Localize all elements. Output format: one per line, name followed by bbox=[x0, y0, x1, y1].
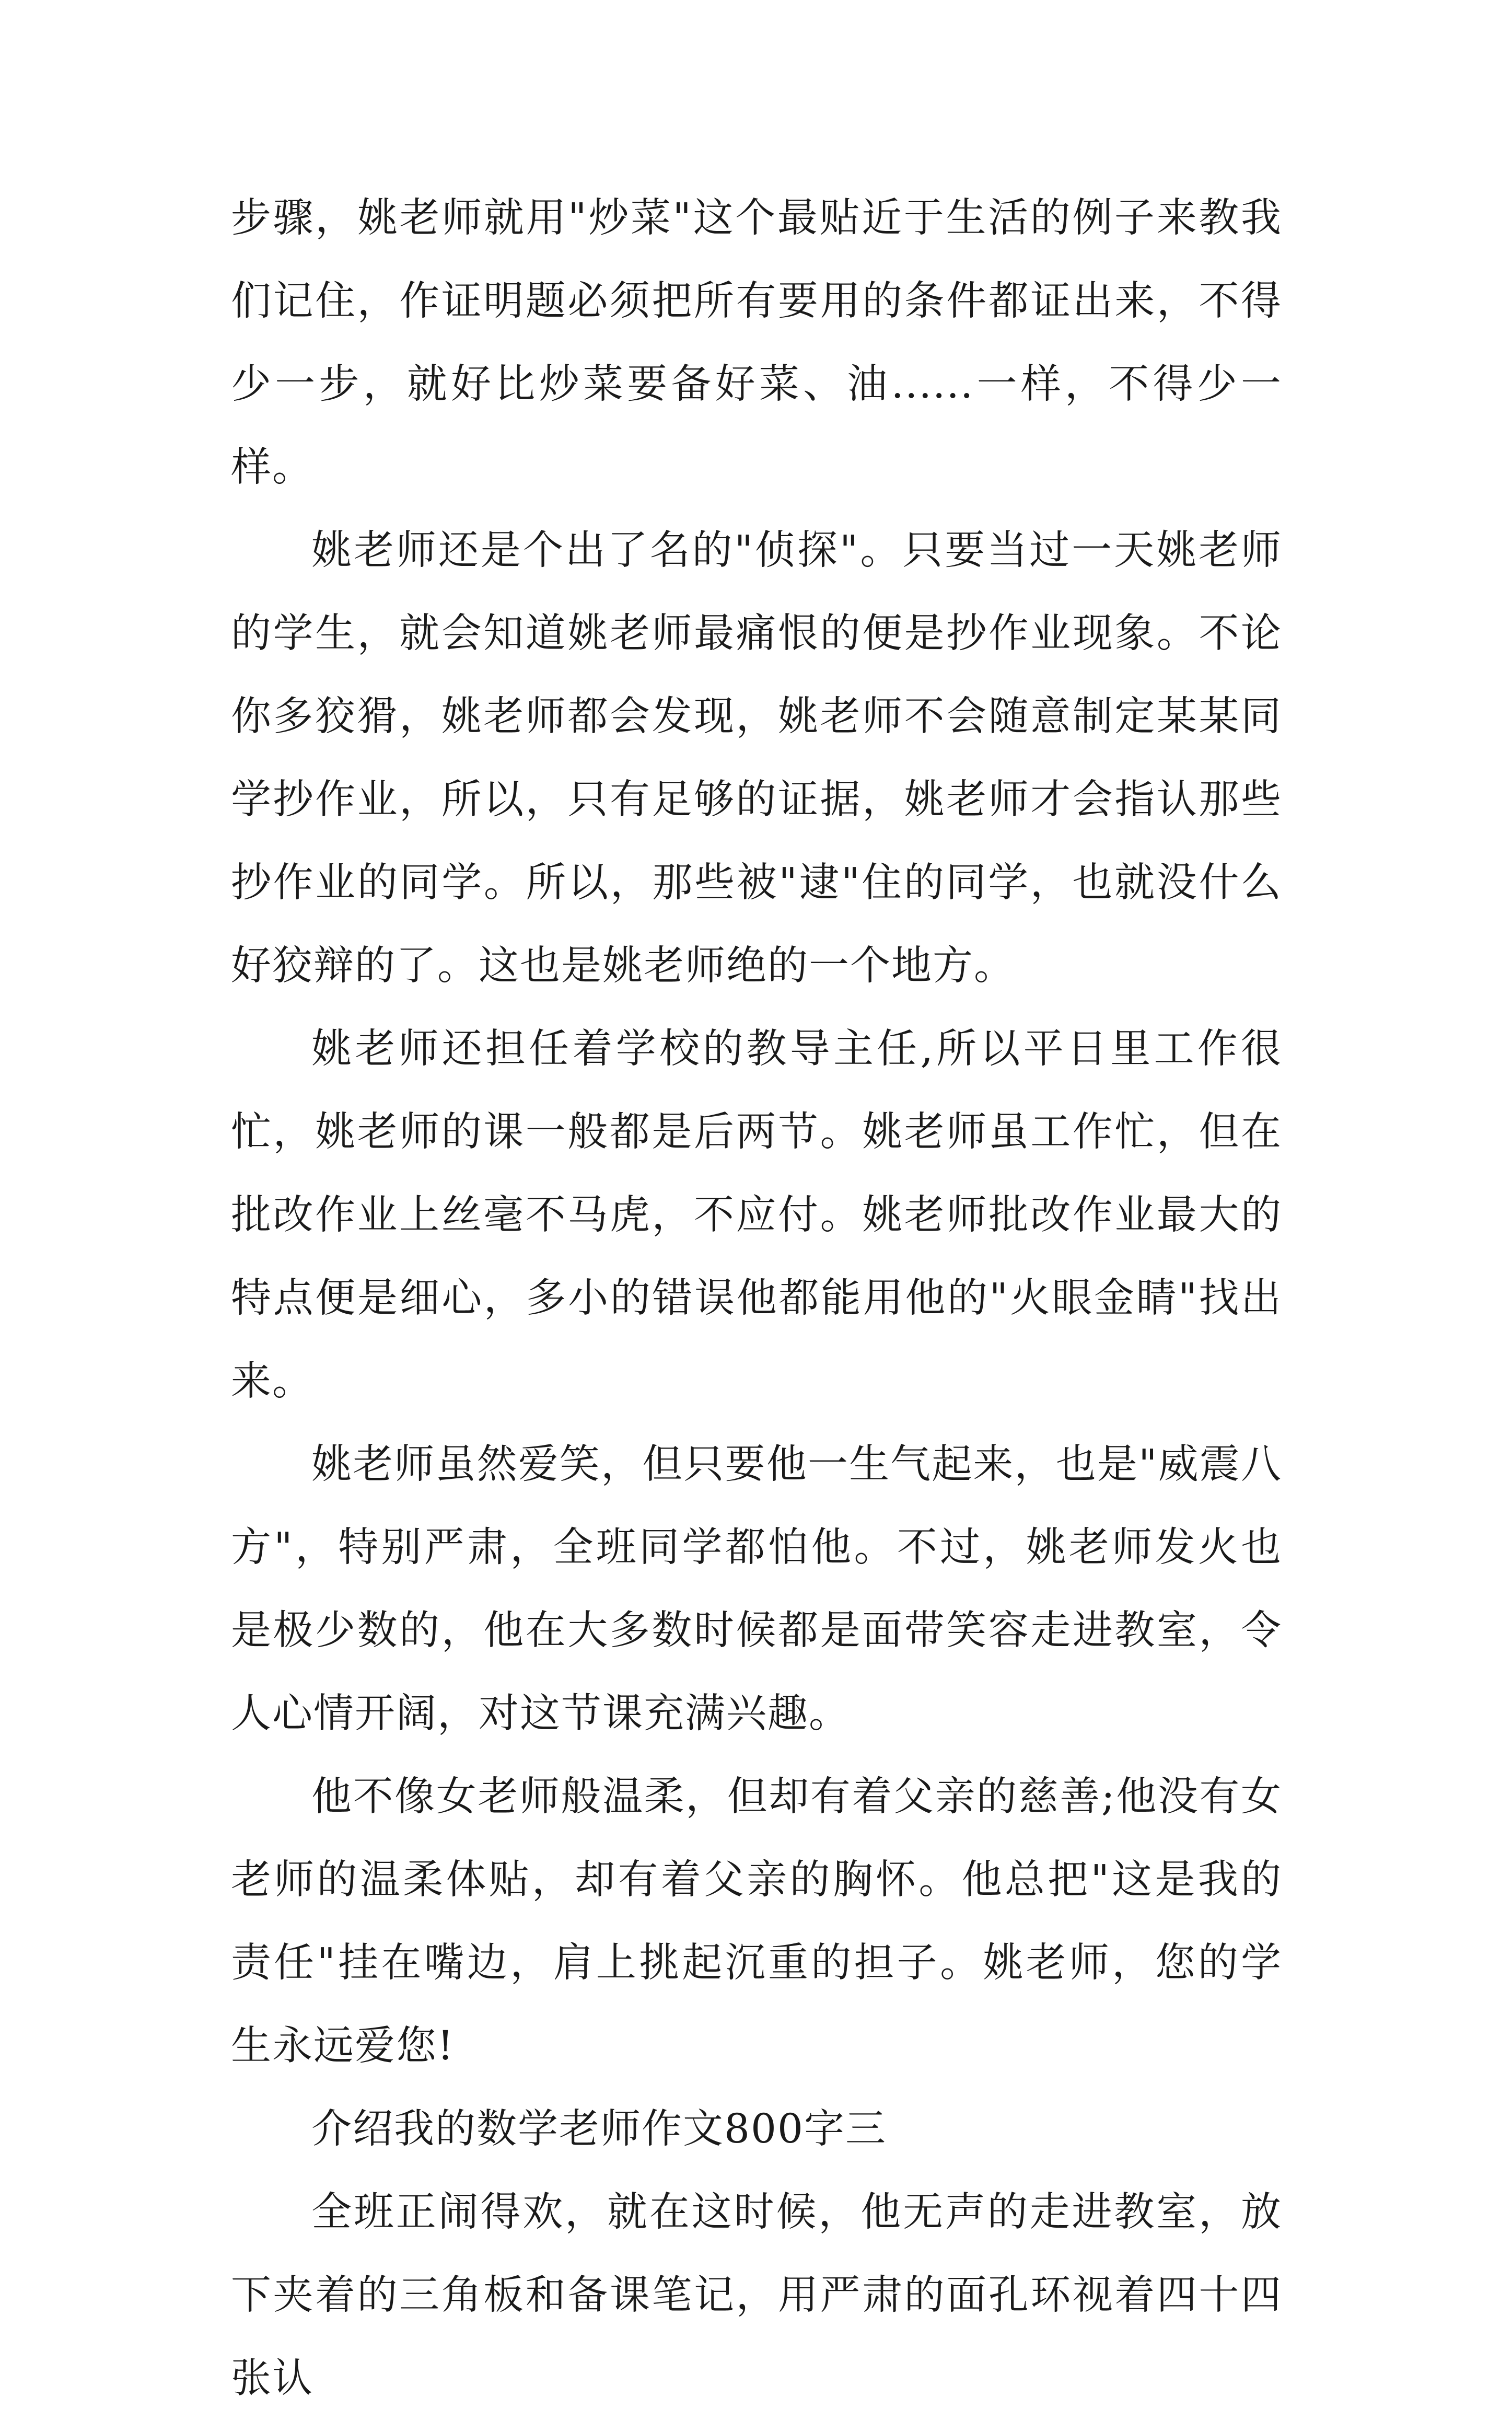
paragraph: 姚老师虽然爱笑，但只要他一生气起来，也是"威震八方"，特别严肃，全班同学都怕他。不过，姚老师发火也是极少数的，他在大多数时候都是面带笑容走进教室，令人心情开阔，对这节课充满兴趣。 bbox=[231, 1441, 1282, 1737]
paragraph: 步骤，姚老师就用"炒菜"这个最贴近于生活的例子来教我们记住，作证明题必须把所有要用的条件都证出来，不得少一步，就好比炒菜要备好菜、油......一样，不得少一样。 bbox=[231, 195, 1282, 491]
paragraph: 姚老师还是个出了名的"侦探"。只要当过一天姚老师的学生，就会知道姚老师最痛恨的便是抄作业现象。不论你多狡猾，姚老师都会发现，姚老师不会随意制定某某同学抄作业，所以，只有足够的证据，姚老师才会指认那些抄作业的同学。所以，那些被"逮"住的同学，也就没什么好狡辩的了。这也是姚老师绝的一个地方。 bbox=[231, 527, 1282, 989]
paragraph: 他不像女老师般温柔，但却有着父亲的慈善;他没有女老师的温柔体贴，却有着父亲的胸怀。他总把"这是我的责任"挂在嘴边，肩上挑起沉重的担子。姚老师，您的学生永远爱您! bbox=[231, 1774, 1282, 2069]
paragraph: 姚老师还担任着学校的教导主任,所以平日里工作很忙，姚老师的课一般都是后两节。姚老师虽工作忙，但在批改作业上丝毫不马虎，不应付。姚老师批改作业最大的特点便是细心，多小的错误他都能用他的"火眼金睛"找出来。 bbox=[231, 1026, 1282, 1405]
section-heading: 介绍我的数学老师作文800字三 bbox=[311, 2106, 887, 2152]
document-body bbox=[231, 177, 1282, 2420]
paragraph: 全班正闹得欢，就在这时候，他无声的走进教室，放下夹着的三角板和备课笔记，用严肃的面孔环视着四十四张认 bbox=[231, 2189, 1282, 2402]
